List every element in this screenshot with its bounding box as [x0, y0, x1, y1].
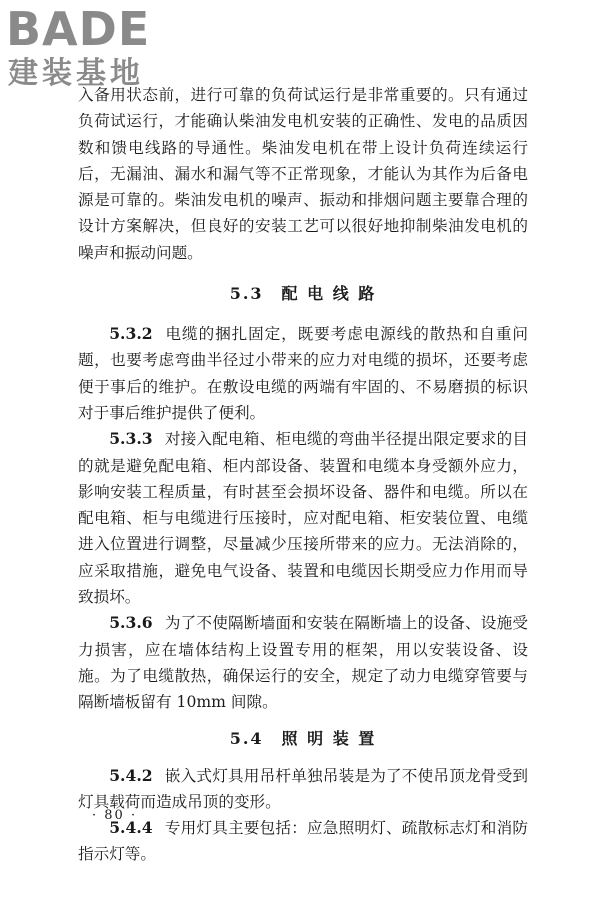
clause-text: 对接入配电箱、柜电缆的弯曲半径提出限定要求的目的就是避免配电箱、柜内部设备、装置和电缆本身受额外应力，影响安装工程质量，有时甚至会损坏设备、器件和电缆。所以在配电箱、柜与电缆进行压接时，应对配电箱、柜安装位置、电缆进入位置进行调整，尽量减少压接所带来的应力。无法消除的，应采取措施，避免电气设备、装置和电缆因长期受应力作用而导致损坏。 — [78, 430, 528, 607]
clause-text: 电缆的捆扎固定，既要考虑电源线的散热和自重问题，也要考虑弯曲半径过小带来的应力对电缆的损坏，还要考虑便于事后的维护。在敷设电缆的两端有牢固的、不易磨损的标识对于事后维护提供了便利。 — [78, 325, 528, 422]
page-number: · 80 · — [92, 808, 138, 823]
intro-paragraph: 入备用状态前，进行可靠的负荷试运行是非常重要的。只有通过负荷试运行，才能确认柴油发电机安装的正确性、发电的品质因数和馈电线路的导通性。柴油发电机在带上设计负荷连续运行后，无漏油、漏水和漏气等不正常现象，才能认为其作为后备电源是可靠的。柴油发电机的噪声、振动和排烟问题主要靠合理的设计方案解决，但良好的安装工艺可以很好地抑制柴油发电机的噪声和振动问题。 — [78, 86, 528, 262]
clause-5-3-6 — [78, 610, 528, 715]
clause-text: 专用灯具主要包括：应急照明灯、疏散标志灯和消防指示灯等。 — [78, 819, 528, 864]
clause-number: 5.3.2 — [109, 324, 153, 344]
clause-number: 5.4.4 — [109, 818, 153, 838]
clause-number: 5.3.3 — [109, 429, 153, 449]
document-body — [78, 82, 528, 868]
clause-5-3-3 — [78, 426, 528, 610]
clause-5-4-4 — [78, 815, 528, 868]
clause-text: 为了不使隔断墙面和安装在隔断墙上的设备、设施受力损害，应在墙体结构上设置专用的框架，用以安装设备、设施。为了电缆散热，确保运行的安全，规定了动力电缆穿管要与隔断墙板留有 10mm 间隙。 — [78, 614, 528, 712]
logo-subtitle: 建装基地 — [8, 56, 144, 91]
section-heading-5-4: 5.4 照 明 装 置 — [229, 728, 377, 748]
clause-number: 5.4.2 — [109, 765, 153, 785]
clause-5-4-2 — [78, 763, 528, 816]
logo-brand: BADE — [6, 2, 151, 56]
clause-text: 嵌入式灯具用吊杆单独吊装是为了不使吊顶龙骨受到灯具载荷而造成吊顶的变形。 — [78, 766, 528, 811]
clause-5-3-2 — [78, 321, 528, 426]
clause-number: 5.3.6 — [109, 613, 153, 633]
section-heading-5-3: 5.3 配 电 线 路 — [229, 284, 377, 304]
